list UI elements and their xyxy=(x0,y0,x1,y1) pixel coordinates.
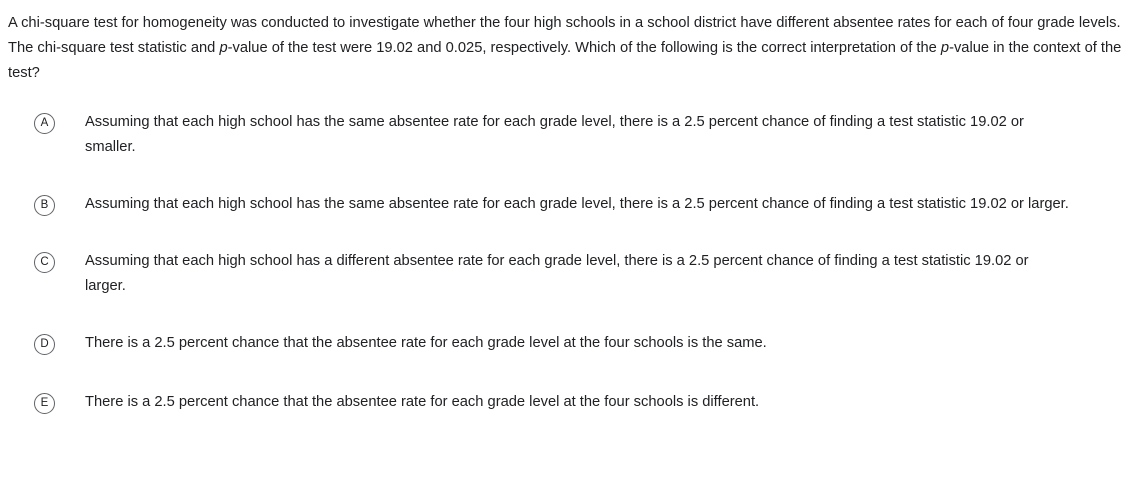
choice-bubble-c[interactable]: C xyxy=(34,252,55,273)
choice-text-e: There is a 2.5 percent chance that the absentee rate for each grade level at the four schools is different. xyxy=(85,394,760,410)
question-stem-italic-p-2: p xyxy=(940,40,950,56)
choice-text-c: Assuming that each high school has a different absentee rate for each grade level, there is a 2.5 percent chance of finding a test statistic 19.02 or larger. xyxy=(85,253,1029,294)
answer-choices-list xyxy=(8,110,1125,415)
choice-text-a: Assuming that each high school has the same absentee rate for each grade level, there is a 2.5 percent chance of finding a test statistic 19.02 or smaller. xyxy=(85,114,1024,155)
question-stem xyxy=(8,11,1125,86)
question-stem-part-1: A chi-square test for homogeneity was conducted to investigate whether the four high schools in a school district have different absentee rates for each of four grade levels. The chi-square test statistic and xyxy=(8,15,1121,56)
question-stem-part-2: -value of the test were 19.02 and 0.025, respectively. Which of the following is the correct interpretation of the xyxy=(227,40,941,56)
answer-choice-a[interactable] xyxy=(8,110,1125,160)
choice-bubble-e[interactable]: E xyxy=(34,393,55,414)
answer-choice-d[interactable] xyxy=(8,331,1125,356)
choice-text-b: Assuming that each high school has the same absentee rate for each grade level, there is a 2.5 percent chance of finding a test statistic 19.02 or larger. xyxy=(85,196,1069,212)
answer-choice-e[interactable] xyxy=(8,390,1125,415)
choice-bubble-a[interactable]: A xyxy=(34,113,55,134)
choice-bubble-d[interactable]: D xyxy=(34,334,55,355)
question-stem-part-3: -value in the context of the test? xyxy=(8,40,1122,81)
answer-choice-b[interactable] xyxy=(8,192,1125,217)
question-stem-italic-p-1: p xyxy=(219,40,228,56)
choice-text-d: There is a 2.5 percent chance that the absentee rate for each grade level at the four schools is the same. xyxy=(85,335,767,351)
answer-choice-c[interactable] xyxy=(8,249,1125,299)
choice-bubble-b[interactable]: B xyxy=(34,195,55,216)
